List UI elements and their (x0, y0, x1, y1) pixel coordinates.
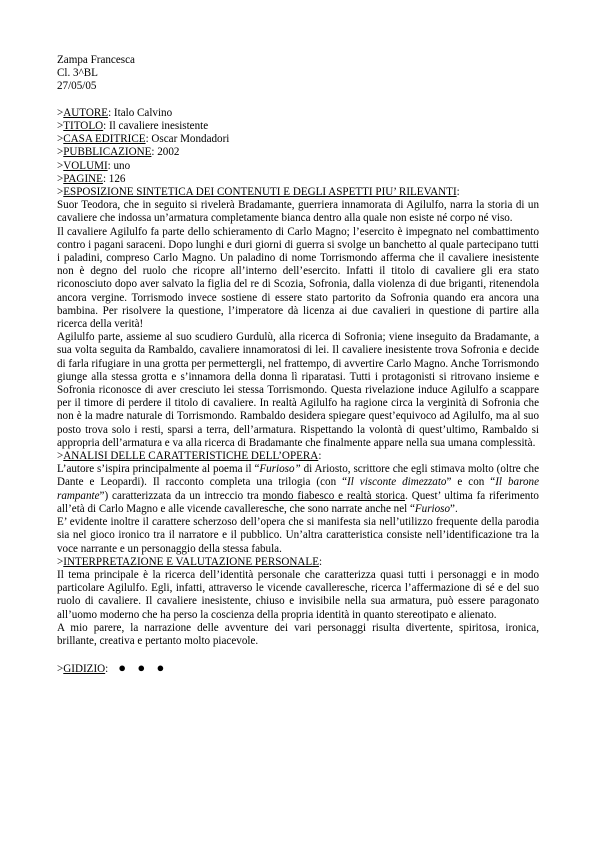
field-autore: >AUTORE: Italo Calvino (57, 106, 173, 119)
rating-dots: ● ● ● (118, 660, 169, 676)
analisi-paragraph-2: E’ evidente inoltre il carattere scherzoso dell’opera che si manifesta sia nell’utilizzo frequente della parodia sia nel gioco ironico tra il narratore e il pubblico. Un’altra caratteristica consiste nell’identificazione tra la voce narrante e un personaggio della stessa fabula. (57, 516, 539, 555)
field-titolo: >TITOLO: Il cavaliere inesistente (57, 120, 209, 132)
sintesi-paragraph-2: Il cavaliere Agilulfo fa parte dello schieramento di Carlo Magno; l’esercito è impegnato nel combattimento contro i pagani saraceni. Dopo lunghi e duri giorni di guerra si svolge un banchetto al quale partecipano tutti i paladini, compreso Carlo Magno. Un paladino di nome Torrismondo afferma che il cavaliere inesistente non è degno del ruolo che ricopre all’interno dell’esercito. Infatti il titolo di cavaliere gli era stato riconosciuto dopo aver salvato la figlia del re di Scozia, Sofronia, dalla violenza di due briganti, ritenendola ancora vergine. Torrismodo invece sostiene di essere stato partorito da Sofronia quando era ancora una bambina. Per risolvere la questione, l’imperatore dà licenza ai due cavalieri in questione di partire alla ricerca della verità! (57, 225, 539, 331)
section-heading-interpretazione: >INTERPRETAZIONE E VALUTAZIONE PERSONALE: (57, 555, 323, 568)
document-date: 27/05/05 (57, 80, 97, 93)
field-volumi: >VOLUMI: uno (57, 159, 131, 172)
document-page (57, 54, 539, 677)
section-heading-sintesi: >ESPOSIZIONE SINTETICA DEI CONTENUTI E DEGLI ASPETTI PIU’ RILEVANTI: (57, 186, 460, 199)
interpretazione-paragraph-2: A mio parere, la narrazione delle avventure dei vari personaggi risulta divertente, spiritosa, ironica, brillante, creativa e pertanto molto piacevole. (57, 621, 539, 647)
section-heading-analisi: >ANALISI DELLE CARATTERISTICHE DELL’OPERA: (57, 450, 322, 463)
sintesi-paragraph-1: Suor Teodora, che in seguito si rivelerà Bradamante, guerriera innamorata di Agilulfo, narra la storia di un cavaliere che indossa un’armatura completamente bianca dentro alla quale non esiste né corpo né viso. (57, 199, 539, 225)
student-name: Zampa Francesca (57, 54, 135, 66)
interpretazione-paragraph-1: Il tema principale è la ricerca dell’identità personale che caratterizza quasi tutti i personaggi e in modo particolare Agilulfo. Egli, infatti, attraverso le vicende cavalleresche, ricerca l’affermazione di sé e del suo ruolo di cavaliere. Il cavaliere inesistente, chiuso e invisibile nella sua armatura, può essere paragonato all’uomo moderno che ha perso la coscienza della propria identità in quanto stereotipato e alienato. (57, 568, 539, 621)
section-heading-giudizio: >GIDIZIO: ● ● ● (57, 660, 169, 676)
sintesi-paragraph-3: Agilulfo parte, assieme al suo scudiero Gurdulù, alla ricerca di Sofronia; viene inseguito da Bradamante, a sua volta seguita da Rambaldo, cavaliere innamoratosi di lei. Il cavaliere inesistente trova Sofronia e decide di farla rifugiare in una grotta per permettergli, nel frattempo, di avvertire Carlo Magno. Anche Torrismondo giunge alla stessa grotta e s’innamora della donna lì riparatasi. Tutti i protagonisti si ritrovano insieme e Sofronia riconosce di aver cresciuto lei stessa Torrismondo. Questa rivelazione induce Agilulfo a scappare per il timore di perdere il titolo di cavaliere. In realtà Agilulfo ha ragione circa la verginità di Sofronia che non è la madre naturale di Torrismondo. Rambaldo desidera spiegare quest’equivoco ad Agilulfo, ma al suo posto trova solo i resti, sparsi a terra, dell’armatura. Rispettando la volontà di quest’ultimo, Rambaldo si appropria dell’armatura e va alla ricerca di Bradamante che finalmente appare nella sua umana complessità. (57, 331, 539, 449)
analisi-paragraph-1: L’autore s’ispira principalmente al poema il “Furioso” di Ariosto, scrittore che egli stimava molto (oltre che Dante e Leopardi). Il racconto completa una trilogia (con “Il visconte dimezzato” e con “Il barone rampante”) caratterizzata da un intreccio tra mondo fiabesco e realtà storica. Quest’ ultima fa riferimento all’età di Carlo Magno e alle vicende cavalleresche, che sono narrate anche nel “Furioso”. (57, 463, 539, 515)
field-pubblicazione: >PUBBLICAZIONE: 2002 (57, 146, 180, 159)
student-class: Cl. 3^BL (57, 67, 98, 80)
field-pagine: >PAGINE: 126 (57, 172, 126, 185)
field-casa-editrice: >CASA EDITRICE: Oscar Mondadori (57, 133, 230, 146)
